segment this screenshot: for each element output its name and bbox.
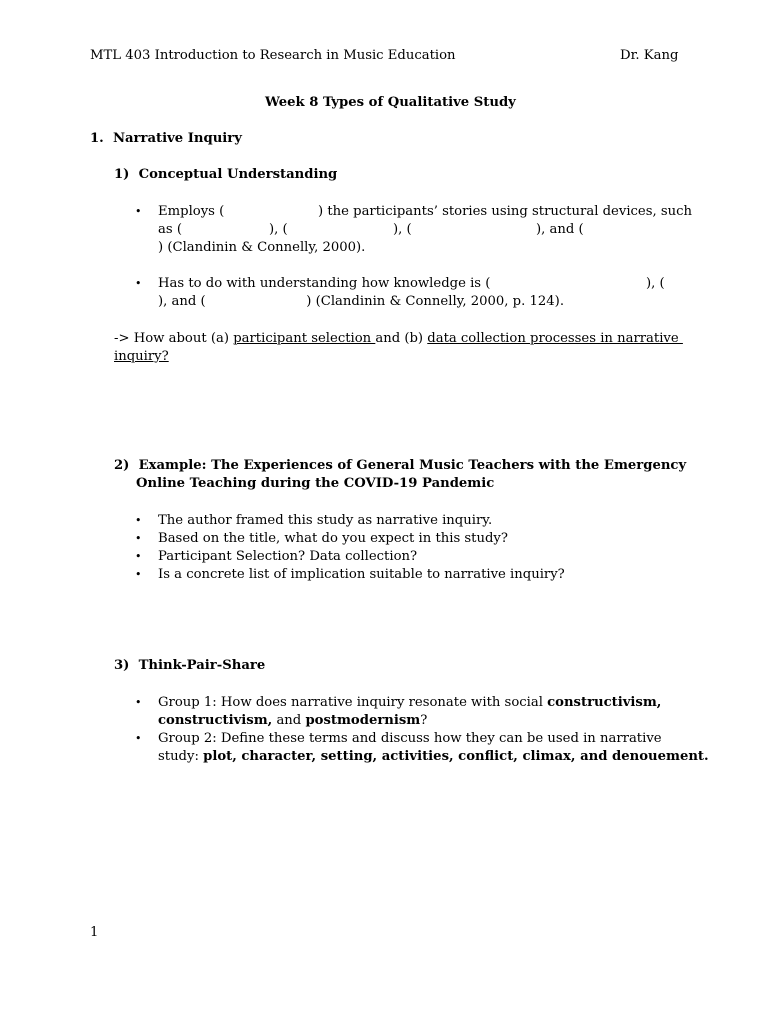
fill-blank-line [158, 221, 182, 239]
group-2-prompt: Group 2: Define these terms and discuss how they can be used in narrative [158, 731, 662, 746]
discussion-question [114, 330, 683, 348]
text-run: ? [420, 713, 428, 728]
narrative-terms: plot, character, setting, activities, conflict, climax, and denouement. [203, 749, 709, 764]
text-run: as ( [158, 222, 182, 237]
bullet-marker: • [135, 205, 142, 218]
fill-blank-line [158, 293, 564, 311]
text-run: and (b) [375, 331, 428, 346]
term-constructivism: constructivism, [158, 713, 273, 728]
page-number: 1 [90, 925, 99, 940]
list-item: Based on the title, what do you expect in this study? [158, 531, 508, 546]
data-collection-underline: data collection processes in narrative [427, 331, 683, 346]
participant-selection-underline: participant selection [233, 331, 376, 346]
fill-blank-line [158, 203, 224, 221]
bullet-marker: • [135, 514, 142, 527]
fill-blank-line [646, 275, 665, 293]
data-collection-underline-cont: inquiry? [114, 349, 169, 364]
term-postmodernism: postmodernism [305, 713, 421, 728]
text-run: ), and ( ) (Clandinin & Connelly, 2000, p. 124). [158, 294, 565, 309]
text-run: Group 1: How does narrative inquiry resonate with social [158, 695, 548, 710]
text-run: Employs ( [158, 204, 225, 219]
group-1-prompt [158, 694, 661, 712]
text-run: ) the participants’ stories using structural devices, such [318, 204, 693, 219]
term-constructivism: constructivism, [547, 695, 662, 710]
bullet-marker: • [135, 696, 142, 709]
subsection-heading-conceptual: 1) Conceptual Understanding [114, 167, 338, 182]
subsection-heading-example-cont: Online Teaching during the COVID-19 Pandemic [136, 476, 495, 491]
text-run: ), and ( [536, 222, 584, 237]
text-run: ), ( [646, 276, 665, 291]
fill-blank-line [536, 221, 584, 239]
bullet-marker: • [135, 732, 142, 745]
text-run: Has to do with understanding how knowledge is ( [158, 276, 491, 291]
text-run: and [272, 713, 306, 728]
fill-blank-line [393, 221, 412, 239]
list-item: Participant Selection? Data collection? [158, 549, 418, 564]
group-1-prompt-cont [158, 712, 427, 730]
fill-blank-line [318, 203, 692, 221]
list-item: Is a concrete list of implication suitable to narrative inquiry? [158, 567, 565, 582]
subsection-heading-think-pair-share: 3) Think-Pair-Share [114, 658, 266, 673]
text-run: ) (Clandinin & Connelly, 2000). [158, 240, 366, 255]
fill-blank-line [269, 221, 288, 239]
subsection-heading-example: 2) Example: The Experiences of General Music Teachers with the Emergency [114, 458, 687, 473]
bullet-marker: • [135, 532, 142, 545]
bullet-marker: • [135, 550, 142, 563]
text-run: study: [158, 749, 204, 764]
text-run: -> How about (a) [114, 331, 234, 346]
header-instructor: Dr. Kang [620, 48, 679, 63]
group-2-prompt-cont [158, 748, 709, 766]
section-heading-narrative-inquiry: 1. Narrative Inquiry [90, 131, 242, 146]
fill-blank-line [158, 275, 490, 293]
list-item: The author framed this study as narrative inquiry. [158, 513, 493, 528]
bullet-marker: • [135, 277, 142, 290]
header-course: MTL 403 Introduction to Research in Music Education [90, 48, 456, 63]
document-title: Week 8 Types of Qualitative Study [265, 95, 516, 110]
fill-blank-line [158, 239, 365, 257]
text-run: ), ( [269, 222, 288, 237]
text-run: ), ( [393, 222, 412, 237]
bullet-marker: • [135, 568, 142, 581]
